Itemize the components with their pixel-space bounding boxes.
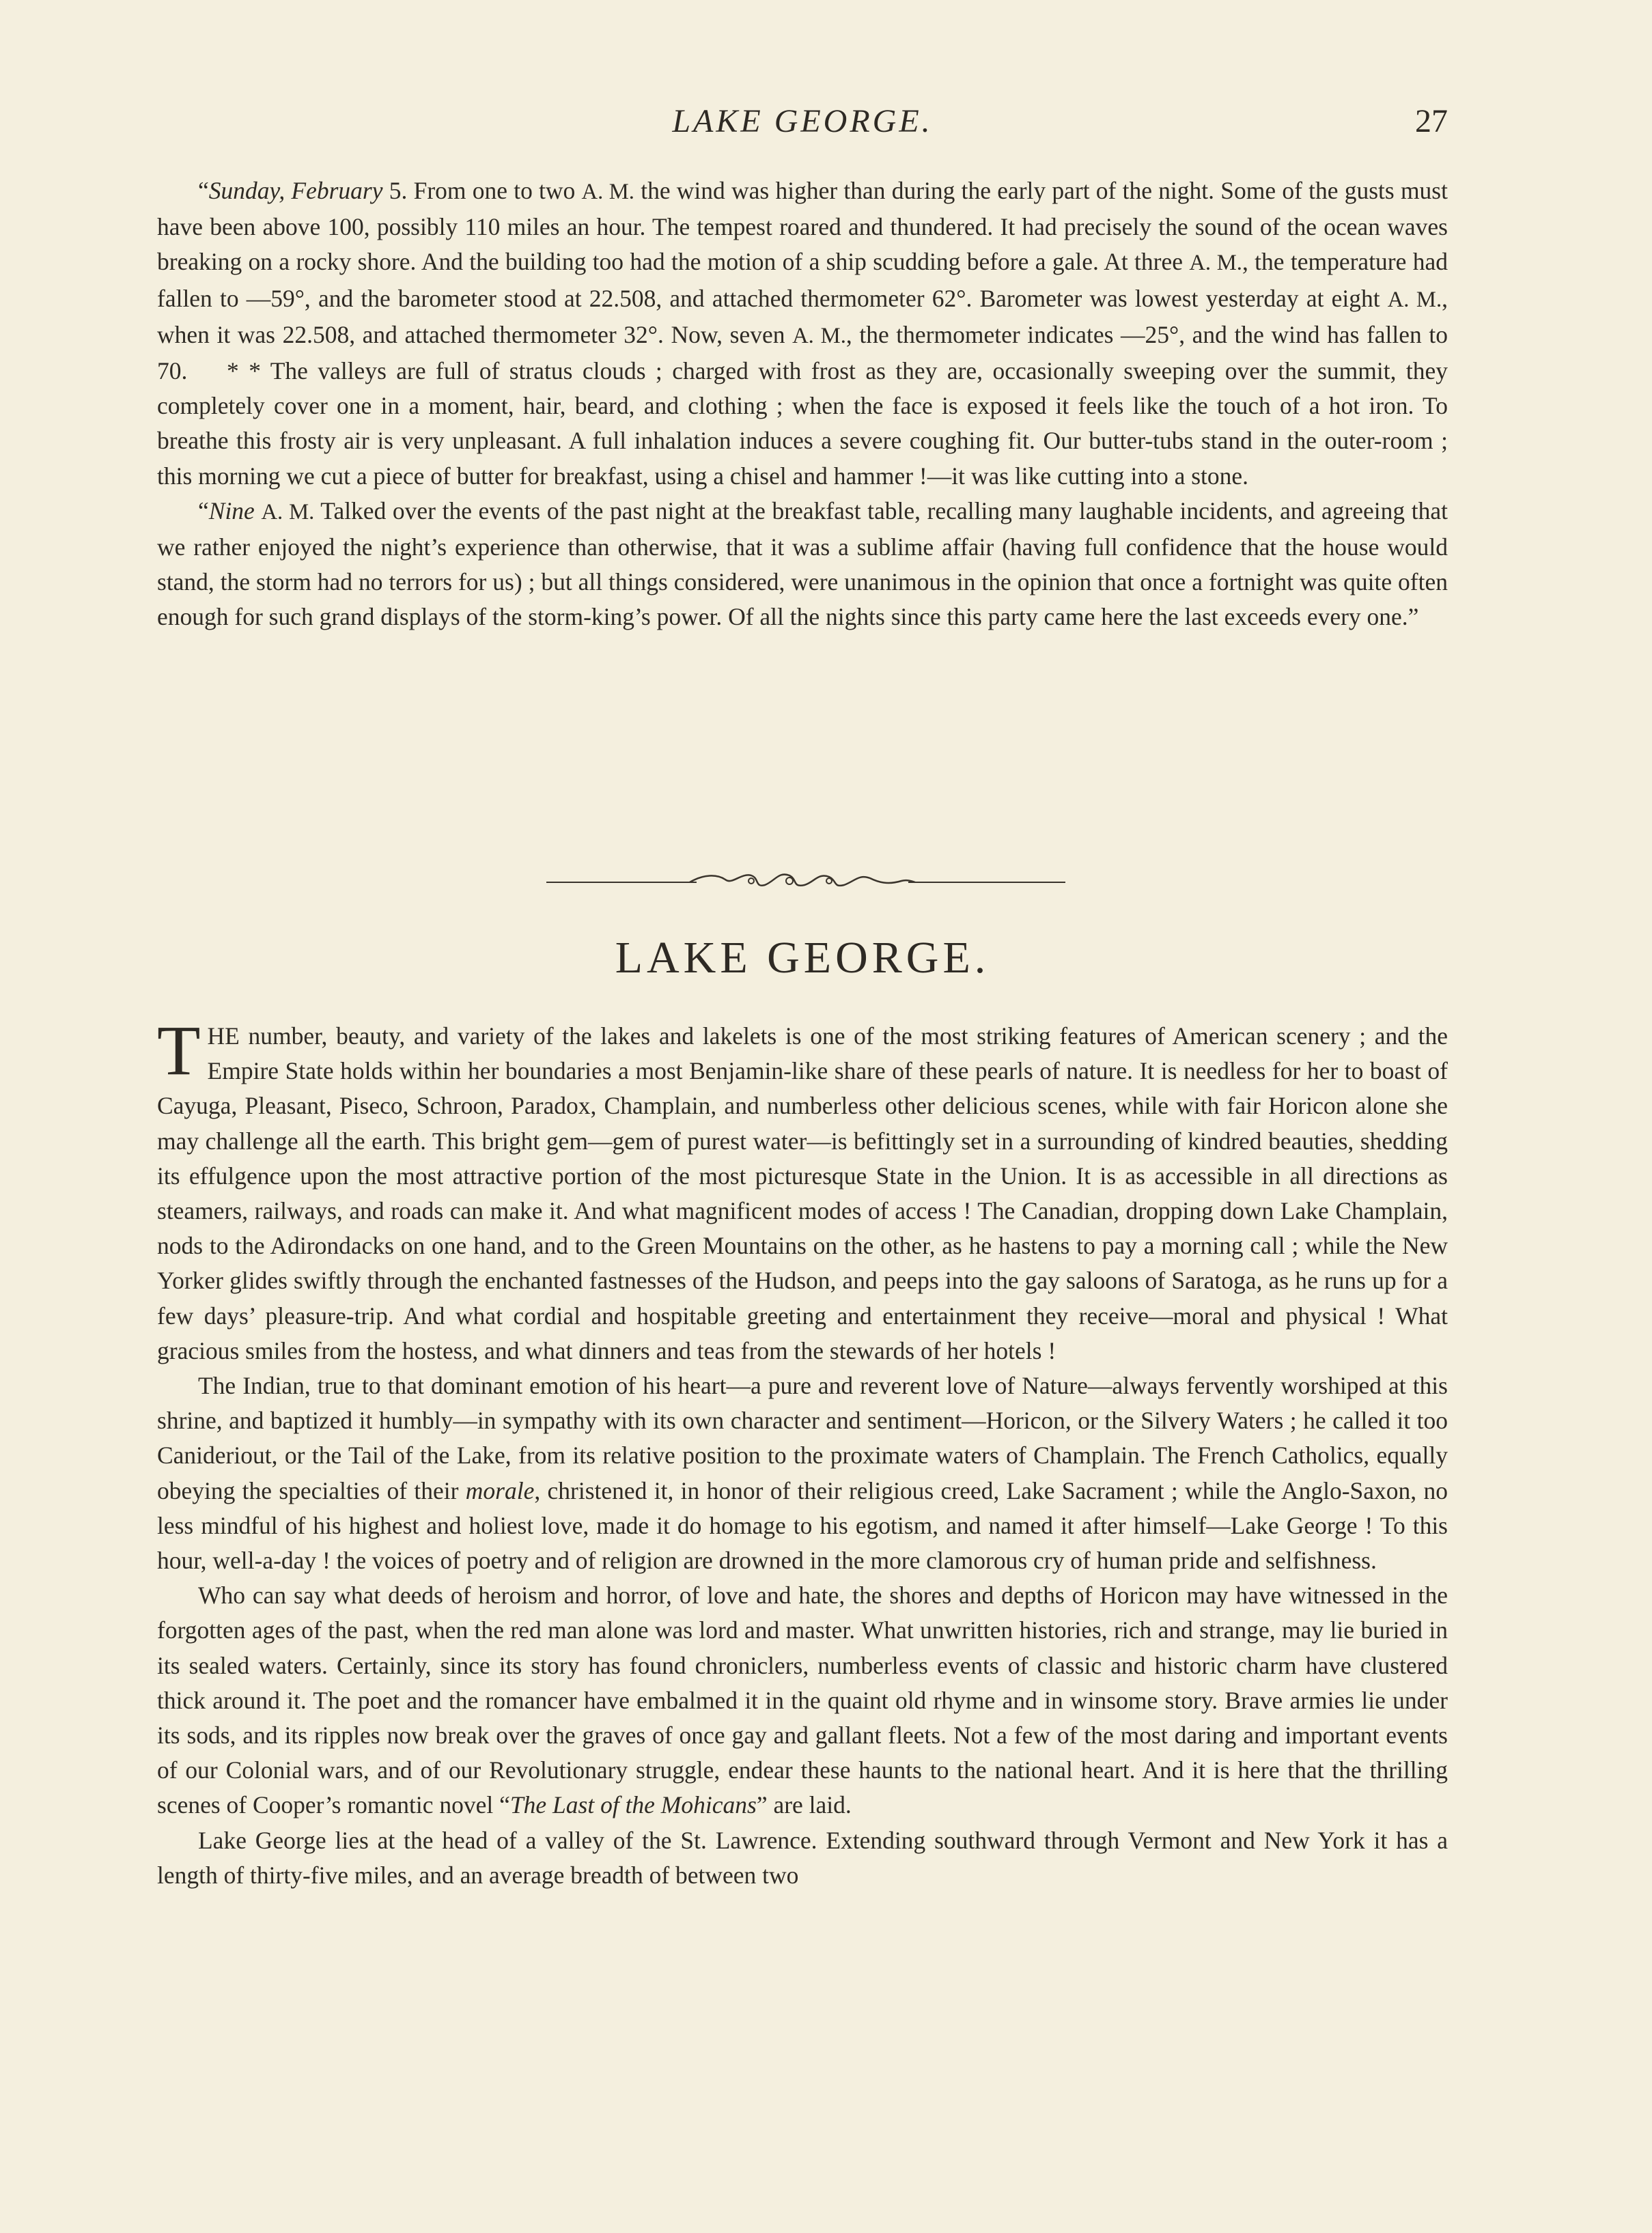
essay-paragraph-4 — [157, 1823, 1448, 1893]
novel-title: The Last of the Mohicans — [509, 1791, 757, 1819]
text-run: The Indian, true to that dominant emotion of his heart—a pure and reverent love of Nature—always fervently worshiped at this shrine, and baptized it humbly—in sympathy with its own character and sentiment—Horicon, or the Silvery Waters ; he called it too Canideriout, or the Tail of the Lake, from its relative position to the proximate waters of Champlain. The French Catholics, equally obeying the specialties of their — [157, 1372, 1448, 1504]
essay-body — [157, 1011, 1448, 1893]
essay-paragraph-3 — [157, 1578, 1448, 1823]
journal-paragraph-sunday — [157, 173, 1448, 494]
text-run: , the thermometer indicates —25°, and the wind has fallen to 70. — [157, 320, 1448, 385]
section-divider-ornament — [546, 860, 1065, 901]
text-run: The valleys are full of stratus clouds ; charged with frost as they are, occasionally sweeping over the summit, they completely cover one in a moment, hair, beard, and clothing ; when the face is exposed it feels like the touch of a hot iron. To breathe this frosty air is very unpleasant. A full inhalation induces a severe coughing fit. Our butter-tubs stand in the outer-room ; this morning we cut a piece of butter for breakfast, using a chisel and hammer !—it was like cutting into a stone. — [157, 357, 1448, 490]
time-abbrev: A. M. — [1189, 251, 1242, 276]
time-abbrev: A. M. — [1387, 287, 1442, 312]
essay-paragraph-1 — [157, 1011, 1448, 1368]
open-quote: “ — [198, 177, 209, 204]
text-run: , when it was 22.508, and attached thermometer 32°. Now, seven — [157, 284, 1448, 348]
time-abbrev: A. M. — [261, 499, 315, 524]
text-run: Who can say what deeds of heroism and horror, of love and hate, the shores and depths of Horicon may have witnessed in the forgotten ages of the past, when the red man alone was lord and master. What unwritten histories, rich and strange, may lie buried in its sealed waters. Certainly, since its story has found chroniclers, numberless events of classic and historic charm have clustered thick around it. The poet and the romancer have embalmed it in the quaint old rhyme and in winsome story. Brave armies lie under its sods, and its ripples now break over the graves of once gay and gallant fleets. Not a few of the most daring and important events of our Colonial wars, and of our Revolutionary struggle, endear these haunts to the national heart. And it is here that the thrilling scenes of Cooper’s romantic novel “ — [157, 1582, 1448, 1819]
journal-excerpt — [157, 173, 1448, 635]
drop-cap: T — [157, 1011, 201, 1090]
journal-paragraph-nine-am — [157, 494, 1448, 635]
time-abbrev: A. M. — [792, 323, 846, 348]
journal-time: Nine — [208, 496, 255, 524]
text-run: , the temperature had fallen to —59°, and the barometer stood at 22.508, and attached thermometer 62°. Barometer was lowest yesterday at eight — [157, 248, 1448, 312]
asterisks: * * — [227, 357, 261, 385]
running-head — [157, 102, 1448, 150]
text-run: ” are laid. — [756, 1791, 852, 1819]
italic-word-morale: morale — [465, 1476, 535, 1504]
section-heading: LAKE GEORGE. — [615, 933, 990, 983]
running-title: LAKE GEORGE. — [672, 103, 933, 139]
essay-paragraph-2 — [157, 1368, 1448, 1578]
page-number: 27 — [1415, 103, 1448, 139]
open-quote: “ — [198, 496, 209, 524]
text-run: Lake George lies at the head of a valley of the St. Lawrence. Extending southward through Vermont and New York it has a length of thirty-five miles, and an average breadth of between two — [157, 1826, 1448, 1889]
text-run: Talked over the events of the past night at the breakfast table, recalling many laughable incidents, and agreeing that we rather enjoyed the night’s experience than otherwise, that it was a sublime affair (having full confidence that the house would stand, the storm had no terrors for us) ; but all things considered, were unanimous in the opinion that once a fortnight was quite often enough for such grand displays of the storm-king’s power. Of all the nights since this party came here the last exceeds every one.” — [157, 496, 1448, 631]
text-run: , christened it, in honor of their religious creed, Lake Sacrament ; while the Anglo-Saxon, no less mindful of his highest and holiest love, made it do homage to his egotism, and named it after himself—Lake George ! To this hour, well-a-day ! the voices of poetry and of religion are drowned in the more clamorous cry of human pride and selfishness. — [157, 1476, 1448, 1575]
text-run: 5. From one to two — [382, 177, 582, 204]
journal-date: Sunday, February — [208, 177, 383, 204]
time-abbrev: A. M. — [581, 180, 634, 204]
text-run: the wind was higher than during the early part of the night. Some of the gusts must have been above 100, possibly 110 miles an hour. The tempest roared and thundered. It had precisely the sound of the ocean waves breaking on a rocky shore. And the building too had the motion of a ship scudding before a gale. At three — [157, 177, 1448, 276]
text-run: HE number, beauty, and variety of the lakes and lakelets is one of the most striking features of American scenery ; and the Empire State holds within her boundaries a most Benjamin-like share of these pearls of nature. It is needless for her to boast of Cayuga, Pleasant, Piseco, Schroon, Paradox, Champlain, and numberless other delicious scenes, while with fair Horicon alone she may challenge all the earth. This bright gem—gem of purest water—is befittingly set in a surrounding of kindred beauties, shedding its effulgence upon the most attractive portion of the most picturesque State in the Union. It is as accessible in all directions as steamers, railways, and roads can make it. And what magnificent modes of access ! The Canadian, dropping down Lake Champlain, nods to the Adirondacks on one hand, and to the Green Mountains on the other, as he hastens to pay a morning call ; while the New Yorker glides swiftly through the enchanted fastnesses of the Hudson, and peeps into the gay saloons of Saratoga, as he runs up for a few days’ pleasure-trip. And what cordial and hospitable greeting and entertainment they receive—moral and physical ! What gracious smiles from the hostess, and what dinners and teas from the stewards of her hotels ! — [157, 1022, 1448, 1364]
